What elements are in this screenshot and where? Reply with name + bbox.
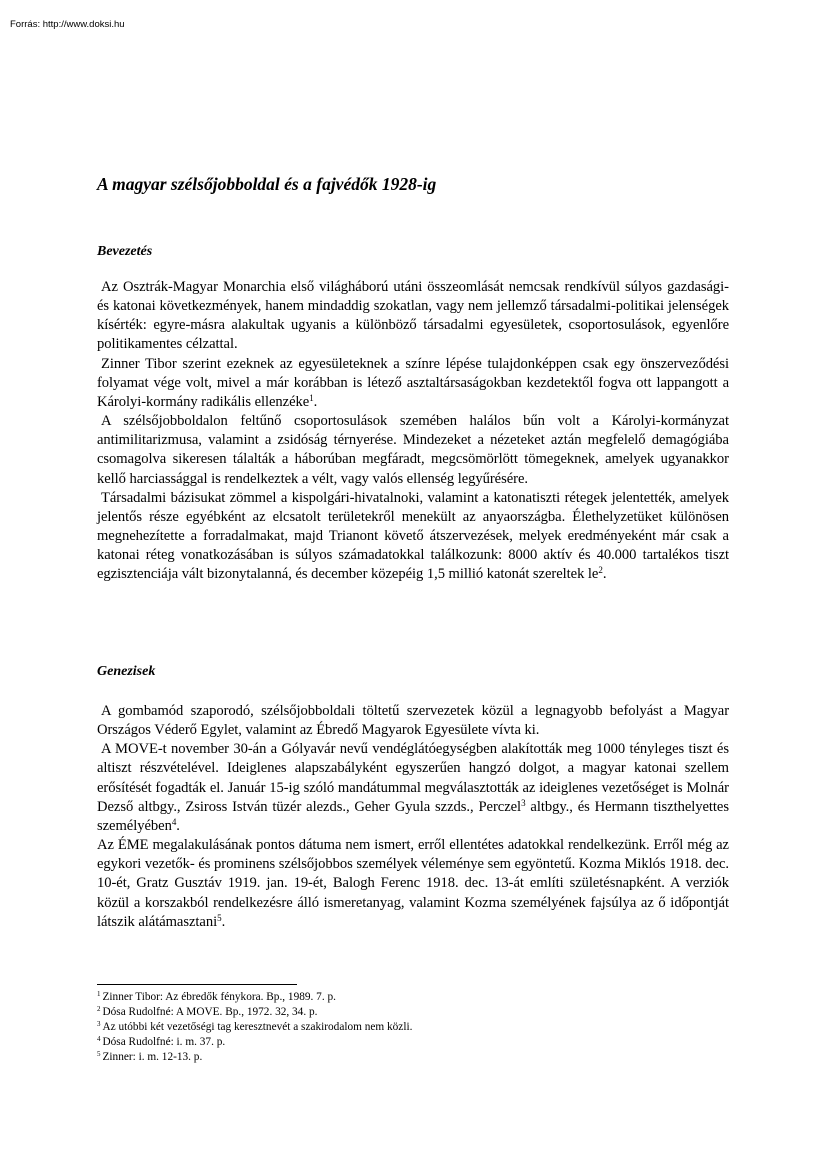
section-body-genezisek xyxy=(97,702,729,932)
footnote-text: Az utóbbi két vezetőségi tag keresztnevét a szakirodalom nem közli. xyxy=(102,1021,413,1034)
footnote-item xyxy=(97,1005,729,1020)
footnote-ref[interactable]: 5 xyxy=(217,912,222,923)
paragraph: Az Osztrák-Magyar Monarchia első világháború utáni összeomlását nemcsak rendkívül súlyos gazdasági- és katonai következmények, hanem mindaddig szokatlan, vagy nem jellemző társadalmi-politikai jelenségek kísérték: egyre-másra alakultak ugyanis a különböző társadalmi egyesületek, csoportosulások, egyenlőre politikamentes célzattal. xyxy=(97,279,729,353)
footnote-number: 4 xyxy=(97,1035,101,1044)
paragraph: A gombamód szaporodó, szélsőjobboldali töltetű szervezetek közül a legnagyobb befolyást a Magyar Országos Véderő Egylet, valamint az Ébredő Magyarok Egyesülete vívta ki. xyxy=(97,703,729,739)
footnote-ref[interactable]: 1 xyxy=(309,392,314,403)
footnote-divider xyxy=(97,984,297,985)
footnote-text: Dósa Rudolfné: i. m. 37. p. xyxy=(102,1036,226,1049)
paragraph: Zinner Tibor szerint ezeknek az egyesületeknek a színre lépése tulajdonképpen csak egy önszerveződési folyamat vége volt, mivel a már korábban is létező asztaltársaságokban kezdetektől fogva ott lappangott a Károlyi-kormány radikális ellenzéke$^1$. xyxy=(97,355,729,410)
section-body-bevezetes xyxy=(97,278,729,585)
paragraph: Az ÉME megalakulásának pontos dátuma nem ismert, erről ellentétes adatokkal rendelkezünk. Erről még az egykori vezetők- és prominens szélsőjobbos személyek véleménye sem egyöntetű. Kozma Miklós 1918. dec. 10-ét, Gratz Gusztáv 1919. jan. 19-ét, Balogh Ferenc 1918. dec. 13-át említi születésnapként. A verziók közül a korszakból rendelkezésre álló ismeretanyag, valamint Kozma személyének fajsúlya az ő időpontját látszik alátámasztani$^5$. xyxy=(97,837,729,930)
footnote-ref[interactable]: 3 xyxy=(521,797,526,808)
footnotes xyxy=(97,990,729,1065)
footnote-text: Dósa Rudolfné: A MOVE. Bp., 1972. 32, 34. p. xyxy=(102,1006,318,1019)
source-label: Forrás: http://www.doksi.hu xyxy=(10,19,125,30)
footnote-number: 2 xyxy=(97,1005,101,1014)
footnote-number: 5 xyxy=(97,1050,101,1059)
footnote-ref[interactable]: 4 xyxy=(171,816,177,827)
paragraph: A szélsőjobboldalon feltűnő csoportosulások szemében halálos bűn volt a Károlyi-kormányzat antimilitarizmusa, valamint a zsidóság térnyerése. Mindezeket a nézeteket aztán megfelelő demagógiába csomagolva sikeresen tálalták a háborúban megfáradt, megcsömörlött tömegeknek, amelyek ugyanakkor kellő harciassággal is rendelkeztek a vélt, vagy valós ellenség legyűrésére. xyxy=(97,413,729,487)
document-title: A magyar szélsőjobboldal és a fajvédők 1928-ig xyxy=(97,174,437,194)
section-heading-genezisek: Genezisek xyxy=(97,664,156,679)
footnote-item xyxy=(97,1020,729,1035)
footnote-number: 1 xyxy=(97,990,101,998)
footnote-text: Zinner Tibor: Az ébredők fénykora. Bp., 1989. 7. p. xyxy=(102,991,336,1003)
footnote-item xyxy=(97,1035,729,1050)
footnote-item xyxy=(97,990,729,1005)
footnote-item xyxy=(97,1050,729,1065)
paragraph: Társadalmi bázisukat zömmel a kispolgári-hivatalnoki, valamint a katonatiszti rétegek jelentették, amelyek jelentős része egyébként az elcsatolt területekről menekült az anyaországba. Élethelyzetüket különösen megnehezítette a forradalmakat, majd Trianont követő átszervezések, melyek eredményeként már csak a katonai réteg vonatkozásában is súlyos számadatokkal találkozunk: 8000 aktív és 40.000 tartalékos tiszt egzisztenciája vált bizonytalanná, és december közepéig 1,5 millió katonát szereltek $le^2$. xyxy=(97,489,729,583)
section-heading-bevezetes: Bevezetés xyxy=(97,244,153,259)
paragraph: A MOVE-t november 30-án a Gólyavár nevű vendéglátóegységben alakították meg 1000 tényleges tiszt és altiszt részvételével. Ideiglenes alapszabályként egyszerűen hangzó dolgot, a magyar katonai szellem erősítését fogadták el. Január 15-ig szóló mandátummal megválasztották az ideiglenes vezetőséget is Molnár Dezső altbgy., Zsiross István tüzér alezds., Geher Gyula szzds., Perczel$^3$ altbgy., és Hermann tiszthelyettes személyében$^4$. xyxy=(97,741,729,834)
footnote-ref[interactable]: 2 xyxy=(598,565,603,576)
footnote-number: 3 xyxy=(97,1020,101,1029)
footnote-text: Zinner: i. m. 12-13. p. xyxy=(102,1051,203,1064)
